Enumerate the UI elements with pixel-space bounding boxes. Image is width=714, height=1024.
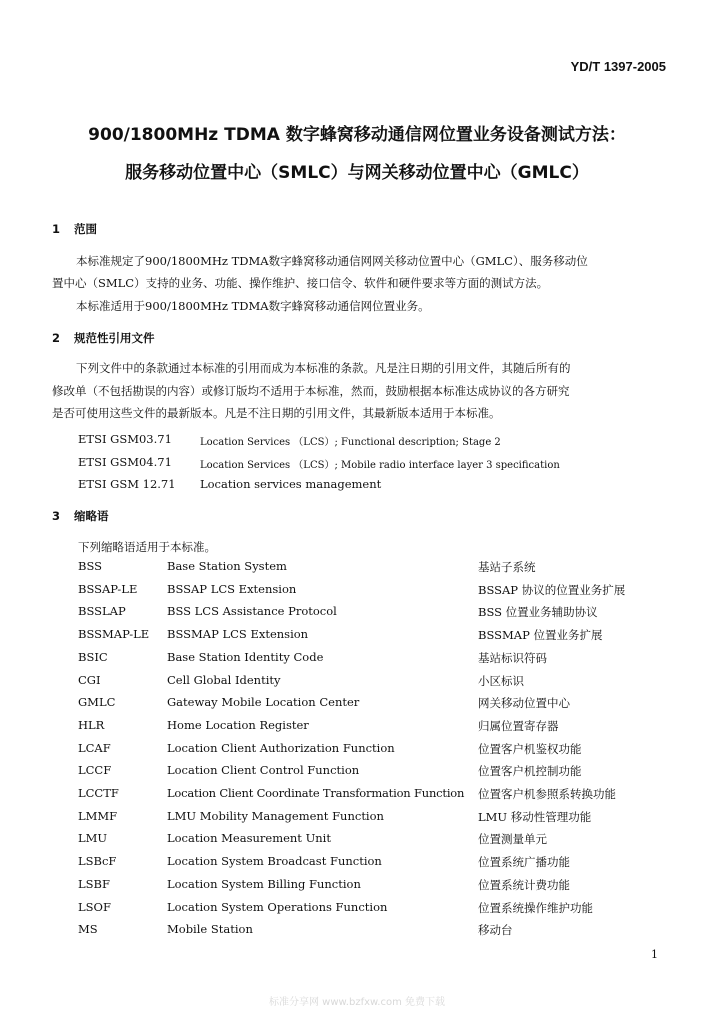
footer-watermark: 标准分享网 www.bzfxw.com 免费下载 — [269, 997, 445, 1008]
abbreviation-chinese: 小区标识 — [478, 673, 524, 688]
section-2-heading — [52, 330, 155, 346]
abbreviation-chinese: 位置客户机鉴权功能 — [478, 741, 582, 756]
abbreviation-row — [78, 786, 668, 808]
abbreviation-english: Location Client Control Function — [167, 763, 360, 778]
abbreviation: BSSLAP — [78, 604, 126, 619]
section-title: 缩略语 — [74, 509, 109, 523]
abbreviation-english: Mobile Station — [167, 922, 253, 937]
abbreviation-row — [78, 900, 668, 922]
title-line-2: 服务移动位置中心（SMLC）与网关移动位置中心（GMLC） — [125, 163, 589, 183]
abbreviation-english: Gateway Mobile Location Center — [167, 695, 360, 710]
abbreviation: BSS — [78, 559, 103, 573]
abbreviation: LSOF — [78, 899, 111, 914]
abbreviation-english: BSSAP LCS Extension — [167, 581, 297, 596]
abbreviation: BSSMAP-LE — [78, 627, 150, 642]
abbreviation: LCCF — [78, 763, 112, 778]
abbreviation-chinese: 位置客户机参照系转换功能 — [478, 787, 616, 801]
reference-code: ETSI GSM03.71 — [78, 432, 172, 446]
abbreviation-chinese: 基站子系统 — [478, 560, 536, 574]
abbreviation-english: BSS LCS Assistance Protocol — [167, 604, 337, 619]
abbreviation: MS — [78, 922, 98, 937]
abbreviation-row — [78, 695, 668, 717]
abbreviation: LMU — [78, 831, 108, 846]
section-number: 1 — [52, 222, 61, 236]
abbreviation-chinese: BSSMAP 位置业务扩展 — [478, 628, 603, 643]
section-3-intro: 下列缩略语适用于本标准。 — [78, 540, 216, 554]
abbreviation-row — [78, 809, 668, 831]
abbreviation: BSIC — [78, 649, 108, 664]
abbreviation-english: Location System Operations Function — [167, 899, 388, 914]
abbreviation-row — [78, 650, 668, 672]
section-1-para-2: 本标准适用于900/1800MHz TDMA数字蜂窝移动通信网位置业务。 — [76, 299, 430, 313]
section-1-para-1-line-1: 本标准规定了900/1800MHz TDMA数字蜂窝移动通信网网关移动位置中心（GMLC）、服务移动位 — [76, 254, 588, 268]
reference-code: ETSI GSM04.71 — [78, 455, 172, 469]
abbreviation-english: Location Client Coordinate Transformation Function — [167, 786, 465, 800]
title-line-1: 900/1800MHz TDMA 数字蜂窝移动通信网位置业务设备测试方法： — [88, 125, 626, 145]
abbreviation-english: Location Client Authorization Function — [167, 740, 395, 755]
abbreviation: LSBF — [78, 876, 110, 891]
section-title: 规范性引用文件 — [74, 331, 155, 345]
page-number: 1 — [651, 948, 658, 961]
standard-number: YD/T 1397-2005 — [570, 59, 666, 74]
abbreviation-row — [78, 922, 668, 944]
abbreviation-row — [78, 763, 668, 785]
abbreviation-chinese: 位置客户机控制功能 — [478, 764, 582, 779]
abbreviation-chinese: 位置系统广播功能 — [478, 855, 570, 870]
reference-row — [78, 432, 638, 450]
section-number: 2 — [52, 331, 61, 345]
reference-description: Location Services （LCS）; Mobile radio interface layer 3 specification — [200, 460, 560, 471]
abbreviation-english: LMU Mobility Management Function — [167, 808, 384, 823]
section-number: 3 — [52, 509, 61, 523]
abbreviation-chinese: BSSAP 协议的位置业务扩展 — [478, 582, 626, 597]
section-2-para-line-2: 修改单（不包括勘误的内容）或修订版均不适用于本标准，然而，鼓励根据本标准达成协议的各方研究 — [52, 384, 570, 398]
abbreviation: LMMF — [78, 808, 118, 823]
abbreviation-english: Location Measurement Unit — [167, 831, 331, 846]
abbreviation: LCAF — [78, 740, 111, 755]
abbreviation: LCCTF — [78, 786, 119, 800]
abbreviation-english: Home Location Register — [167, 717, 309, 732]
abbreviation-row — [78, 627, 668, 649]
abbreviation-row — [78, 673, 668, 695]
section-title: 范围 — [74, 222, 97, 236]
abbreviation-chinese: 位置测量单元 — [478, 832, 547, 847]
abbreviation-row — [78, 582, 668, 604]
abbreviation-chinese: 归属位置寄存器 — [478, 718, 559, 733]
abbreviation: BSSAP-LE — [78, 581, 138, 596]
reference-row — [78, 477, 638, 495]
abbreviation-english: Location System Broadcast Function — [167, 854, 382, 869]
section-3-heading — [52, 508, 109, 524]
reference-description: Location Services （LCS）; Functional description; Stage 2 — [200, 437, 501, 448]
abbreviation-english: Location System Billing Function — [167, 876, 361, 891]
abbreviation-chinese: LMU 移动性管理功能 — [478, 809, 592, 824]
section-1-heading — [52, 221, 97, 237]
section-1-para-1-line-2: 置中心（SMLC）支持的业务、功能、操作维护、接口信令、软件和硬件要求等方面的测试方法。 — [52, 276, 549, 290]
section-2-para-line-3: 是否可使用这些文件的最新版本。凡是不注日期的引用文件，其最新版本适用于本标准。 — [52, 406, 501, 420]
abbreviation-chinese: 位置系统操作维护功能 — [478, 900, 593, 915]
abbreviation: CGI — [78, 672, 101, 687]
abbreviation-english: Base Station System — [167, 559, 287, 573]
abbreviation-chinese: 位置系统计费功能 — [478, 877, 570, 892]
reference-description: Location services management — [200, 477, 382, 491]
abbreviation-chinese: 网关移动位置中心 — [478, 696, 570, 711]
reference-row — [78, 455, 638, 473]
abbreviation-english: Cell Global Identity — [167, 672, 281, 687]
abbreviation-row — [78, 718, 668, 740]
abbreviation-chinese: BSS 位置业务辅助协议 — [478, 605, 598, 620]
abbreviation: GMLC — [78, 695, 116, 710]
reference-code: ETSI GSM 12.71 — [78, 477, 176, 491]
section-2-para-line-1: 下列文件中的条款通过本标准的引用而成为本标准的条款。凡是注日期的引用文件，其随后所有的 — [76, 361, 571, 375]
abbreviation-row — [78, 741, 668, 763]
abbreviation: HLR — [78, 717, 105, 732]
abbreviation-row — [78, 831, 668, 853]
abbreviation-row — [78, 604, 668, 626]
abbreviation-english: Base Station Identity Code — [167, 649, 324, 664]
abbreviation-chinese: 移动台 — [478, 923, 513, 938]
abbreviation-row — [78, 854, 668, 876]
abbreviation-english: BSSMAP LCS Extension — [167, 627, 309, 642]
abbreviation-row — [78, 877, 668, 899]
abbreviation: LSBcF — [78, 854, 117, 869]
abbreviation-row — [78, 559, 668, 581]
abbreviation-chinese: 基站标识符码 — [478, 650, 547, 665]
